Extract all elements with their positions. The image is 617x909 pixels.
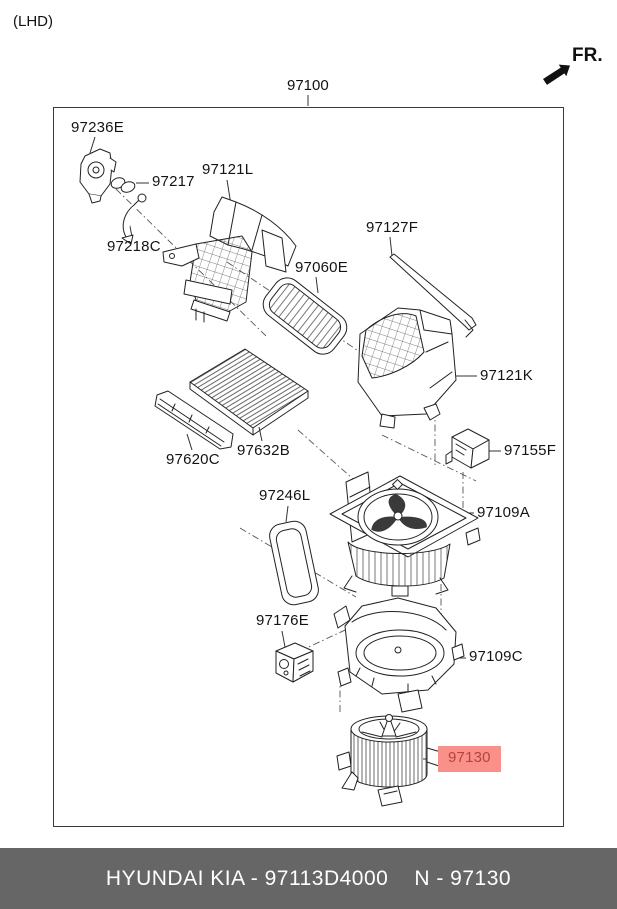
part-label-97121l[interactable]: 97121L xyxy=(202,161,254,178)
part-label-97217[interactable]: 97217 xyxy=(152,173,195,190)
part-label-97121k[interactable]: 97121K xyxy=(480,367,533,384)
part-blower-motor-drawing xyxy=(337,715,441,807)
part-label-97130-highlighted[interactable]: 97130 xyxy=(438,746,501,772)
part-label-97236e[interactable]: 97236E xyxy=(71,119,124,136)
part-label-97127f[interactable]: 97127F xyxy=(366,219,419,236)
part-intake-actuator-drawing xyxy=(80,149,116,203)
part-blower-upper-case-drawing xyxy=(330,472,480,596)
part-duct-piece-drawing xyxy=(258,272,353,360)
fr-direction-arrow-icon xyxy=(543,65,570,85)
part-label-97620c[interactable]: 97620C xyxy=(166,451,220,468)
part-label-97246l[interactable]: 97246L xyxy=(259,487,311,504)
front-direction-label: FR. xyxy=(572,45,603,66)
part-label-97155f[interactable]: 97155F xyxy=(504,442,557,459)
assembly-code-label[interactable]: 97100 xyxy=(287,77,329,94)
part-blower-resistor-drawing xyxy=(446,429,489,468)
footer-bar xyxy=(0,848,617,909)
part-connector-drawing xyxy=(276,643,313,682)
part-heater-case-drawing xyxy=(358,308,456,428)
part-grommet-drawing xyxy=(110,176,137,194)
part-label-97109c[interactable]: 97109C xyxy=(469,648,523,665)
part-label-97176e[interactable]: 97176E xyxy=(256,612,309,629)
part-label-97218c[interactable]: 97218C xyxy=(107,238,161,255)
footer-brand-part-number: HYUNDAI KIA - 97113D4000 xyxy=(105,866,389,890)
part-label-97109a[interactable]: 97109A xyxy=(477,504,530,521)
part-lever-arm-drawing xyxy=(122,194,146,244)
part-blower-lower-case-drawing xyxy=(334,598,464,712)
part-seal-ring-drawing xyxy=(267,519,320,607)
footer-reference-number: N - 97130 xyxy=(414,866,512,890)
part-label-97060e[interactable]: 97060E xyxy=(295,259,348,276)
drive-type-note: (LHD) xyxy=(13,13,53,30)
part-label-97632b[interactable]: 97632B xyxy=(237,442,290,459)
